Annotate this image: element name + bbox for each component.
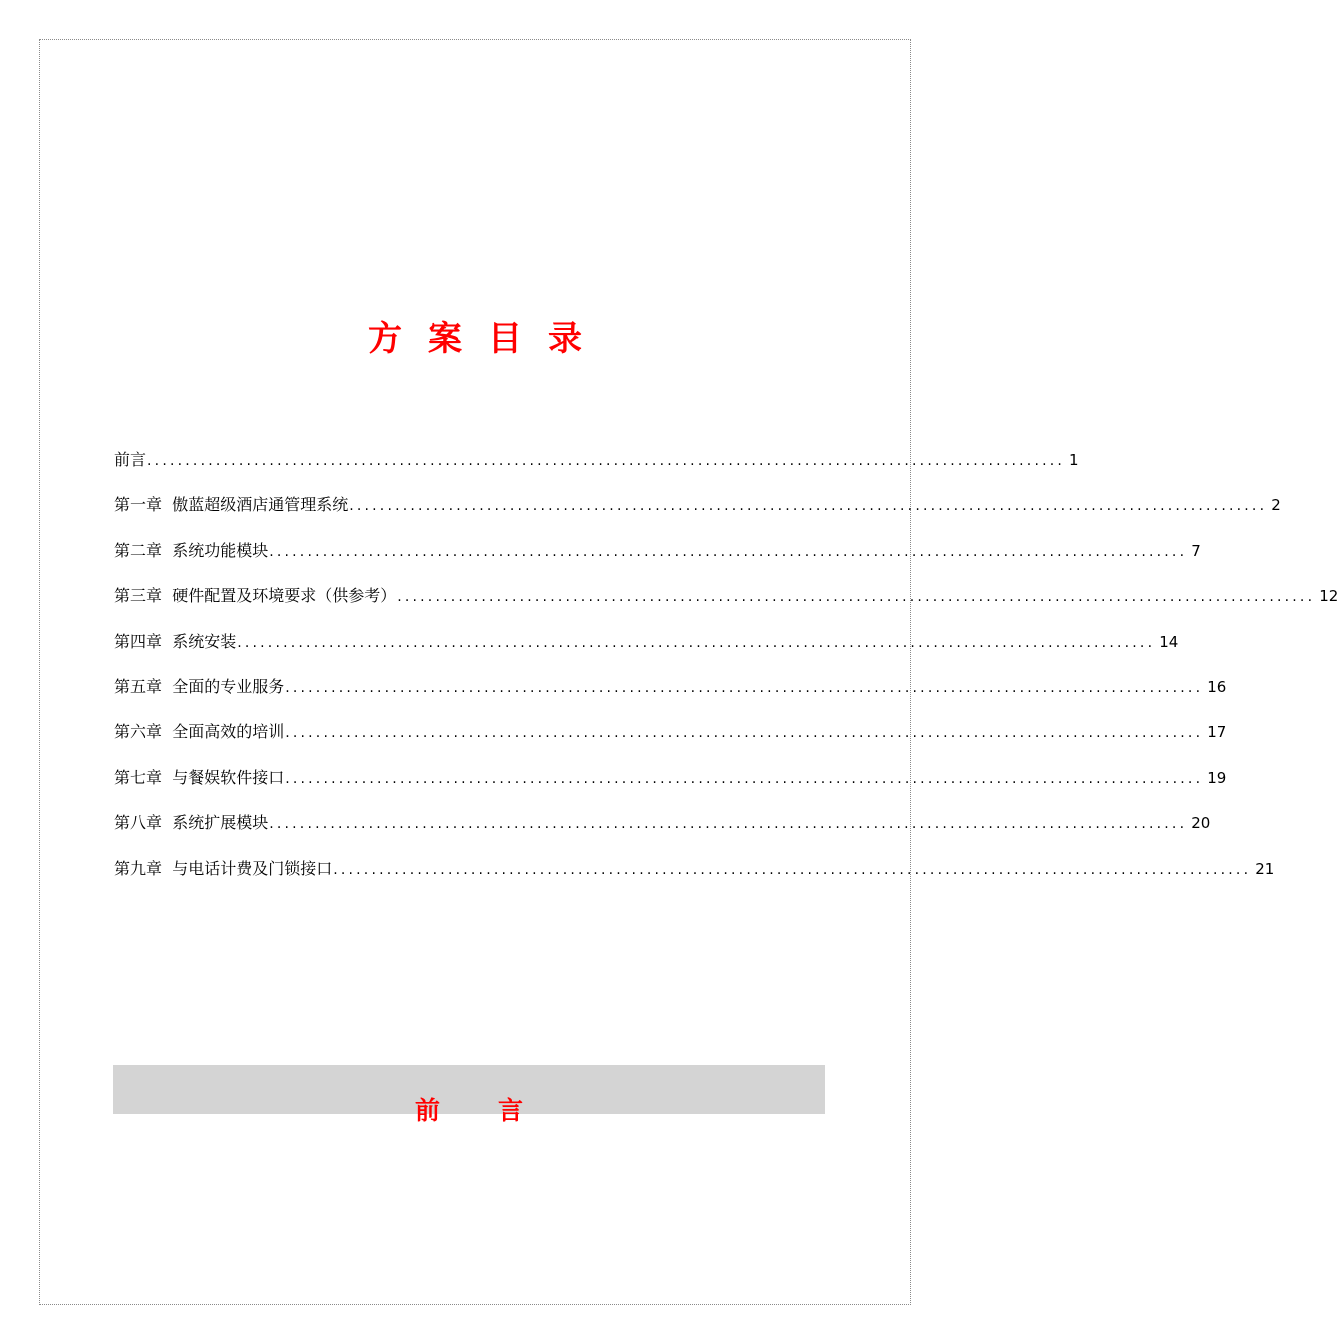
toc-chapter-label: 第三章 [114, 586, 173, 606]
toc-page-number: 14 [1159, 632, 1179, 651]
toc-page-number: 1 [1069, 451, 1079, 469]
preface-heading-bar [113, 1065, 825, 1125]
toc-entry-chapter-8[interactable] [114, 809, 1211, 854]
toc-entry-title: 系统扩展模块 [172, 813, 269, 833]
toc-entry-chapter-5[interactable] [114, 673, 1227, 718]
toc-leader-dots: ........................................................................................................................ [333, 861, 1252, 878]
toc-entry-chapter-9[interactable] [114, 855, 1275, 900]
toc-entry-chapter-7[interactable] [114, 764, 1227, 809]
toc-chapter-label: 第七章 [114, 767, 173, 787]
toc-entry-title: 全面高效的培训 [172, 722, 285, 742]
toc-leader-dots: ........................................................................................................................ [397, 589, 1316, 606]
toc-entry-chapter-1[interactable] [114, 491, 1281, 536]
toc-entry-title: 与餐娱软件接口 [172, 767, 285, 787]
toc-chapter-label: 第一章 [114, 495, 173, 515]
preface-title: 前言 [414, 1095, 581, 1125]
toc-page-number: 2 [1271, 496, 1281, 515]
toc-leader-dots: ........................................................................................................................ [237, 634, 1156, 651]
toc-chapter-label: 第六章 [114, 722, 173, 742]
toc-chapter-label: 第五章 [114, 676, 173, 696]
toc-entry-chapter-3[interactable] [114, 582, 1338, 627]
toc-page-number: 12 [1319, 587, 1338, 606]
toc-leader-dots: ........................................................................................................................ [147, 453, 1066, 469]
toc-entry-title: 硬件配置及环境要求（供参考） [172, 586, 397, 606]
toc-leader-dots: ........................................................................................................................ [285, 770, 1204, 787]
toc-entry-chapter-2[interactable] [114, 537, 1201, 582]
toc-entry-title: 傲蓝超级酒店通管理系统 [172, 495, 349, 515]
toc-entry-title: 与电话计费及门锁接口 [172, 858, 333, 878]
table-of-contents [114, 446, 1338, 900]
toc-leader-dots: ........................................................................................................................ [285, 725, 1204, 742]
toc-page-number: 20 [1191, 814, 1211, 833]
toc-chapter-label: 第八章 [114, 813, 173, 833]
toc-leader-dots: ........................................................................................................................ [285, 679, 1204, 696]
toc-entry-title: 系统安装 [172, 631, 237, 651]
toc-chapter-label: 第二章 [114, 540, 173, 560]
toc-page-number: 19 [1207, 768, 1227, 787]
toc-entry-chapter-6[interactable] [114, 718, 1227, 763]
toc-leader-dots: ........................................................................................................................ [269, 543, 1188, 560]
toc-entry-title: 前言 [114, 450, 147, 469]
toc-page-number: 7 [1191, 541, 1201, 560]
toc-page-number: 21 [1255, 859, 1275, 878]
toc-page-number: 16 [1207, 677, 1227, 696]
toc-leader-dots: ........................................................................................................................ [349, 498, 1268, 515]
toc-entry-title: 全面的专业服务 [172, 676, 285, 696]
toc-title: 方案目录 [368, 318, 608, 359]
toc-entry-chapter-4[interactable] [114, 628, 1179, 673]
toc-entry-title: 系统功能模块 [172, 540, 269, 560]
toc-page-number: 17 [1207, 723, 1227, 742]
toc-leader-dots: ........................................................................................................................ [269, 816, 1188, 833]
toc-chapter-label: 第四章 [114, 631, 173, 651]
toc-entry-preface[interactable] [114, 446, 1079, 491]
toc-chapter-label: 第九章 [114, 858, 173, 878]
